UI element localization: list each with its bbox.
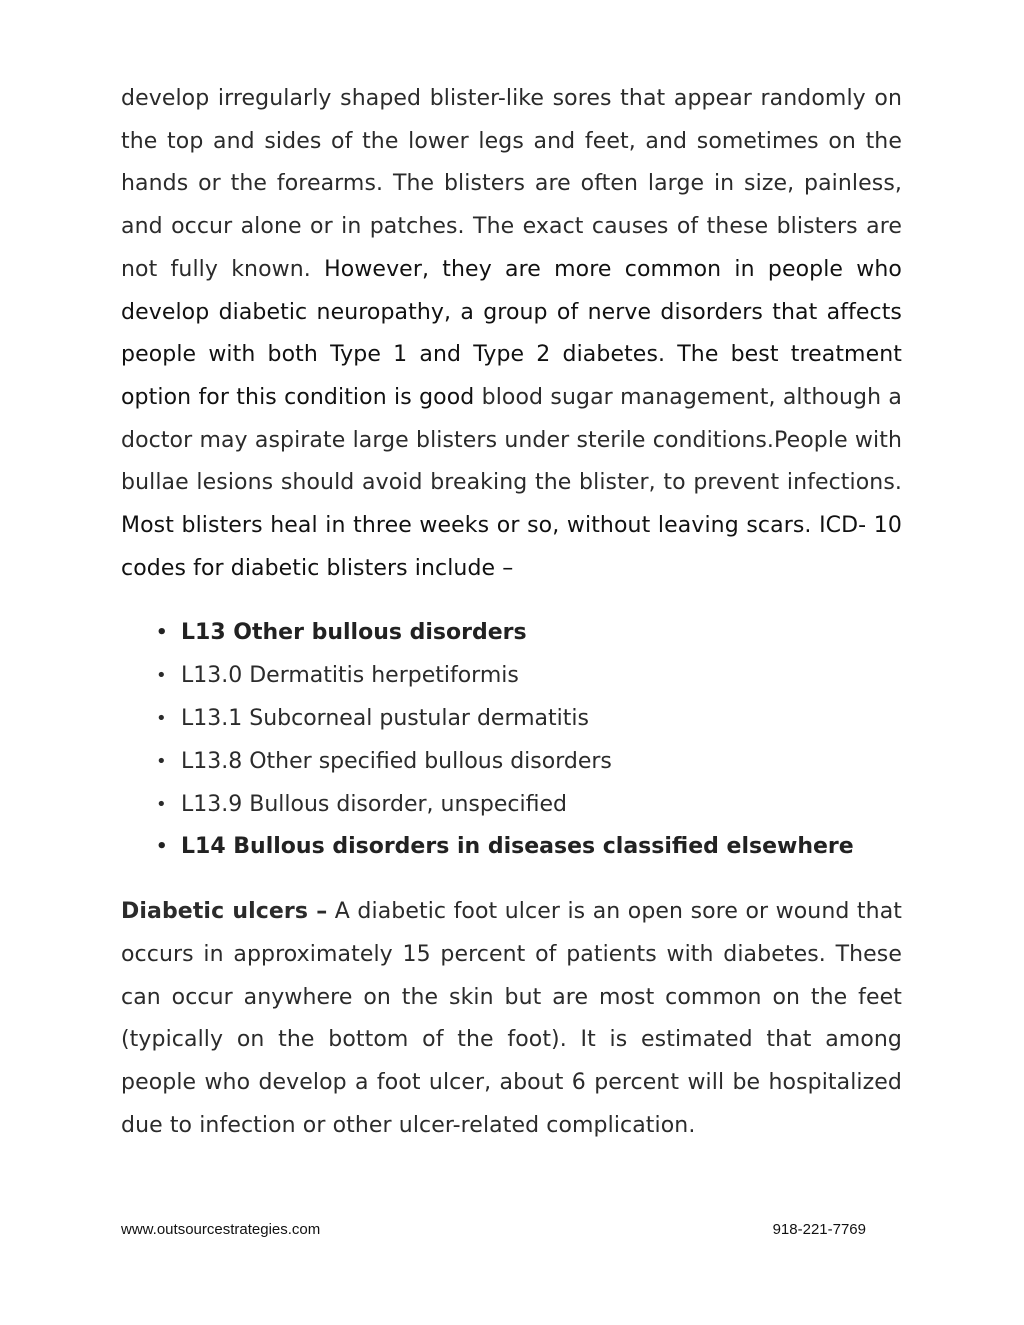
bullet-icon: • xyxy=(156,793,167,815)
bullet-icon: • xyxy=(156,708,167,730)
paragraph-text-part3: blood sugar management, although a doctor may aspirate large blisters under sterile conditions.People with bullae lesions should avoid breaking the blister, to prevent infections. xyxy=(121,384,902,496)
icd-code-list xyxy=(121,612,902,869)
bullet-icon: • xyxy=(156,622,168,644)
list-item: • L13.1 Subcorneal pustular dermatitis xyxy=(121,698,902,741)
ulcers-body: A diabetic foot ulcer is an open sore or wound that occurs in approximately 15 percent of patients with diabetes. These can occur anywhere on the skin but are most common on the feet (typically on the bottom of the foot). It is estimated that among people who develop a foot ulcer, about 6 percent will be hospitalized due to infection or other ulcer-related complication. xyxy=(121,899,902,1138)
list-item: • L13.0 Dermatitis herpetiformis xyxy=(121,655,902,698)
footer-phone: 918-221-7769 xyxy=(772,1221,866,1238)
bullet-icon: • xyxy=(156,665,167,687)
ulcers-paragraph xyxy=(121,891,902,1147)
list-item: • L13.8 Other specified bullous disorders xyxy=(121,741,902,784)
paragraph-text-part1: develop irregularly shaped blister-like sores that appear randomly on the top and sides of the lower legs and feet, and sometimes on the hands or the forearms. The blisters are often large in size, painless, and occur alone or in patches. The exact causes of these blisters are not fully known. xyxy=(121,86,902,282)
footer-website: www.outsourcestrategies.com xyxy=(121,1221,321,1238)
list-item: • L13.9 Bullous disorder, unspecified xyxy=(121,784,902,827)
list-item: • L14 Bullous disorders in diseases classified elsewhere xyxy=(121,826,902,869)
bullet-icon: • xyxy=(156,750,167,772)
list-item: • L13 Other bullous disorders xyxy=(121,612,902,655)
paragraph-text-part4: Most blisters heal in three weeks or so, without leaving scars. ICD- 10 codes for diabetic blisters include – xyxy=(121,513,902,581)
blisters-paragraph xyxy=(121,78,902,590)
ulcers-heading: Diabetic ulcers – xyxy=(121,899,328,925)
document-body xyxy=(121,78,902,1147)
paragraph-text-part2: However, they are more common in people who develop diabetic neuropathy, a group of nerve disorders that affects people with both Type 1 and Type 2 diabetes. The best treatment option for this condition is good xyxy=(121,256,902,410)
bullet-icon: • xyxy=(156,836,168,858)
